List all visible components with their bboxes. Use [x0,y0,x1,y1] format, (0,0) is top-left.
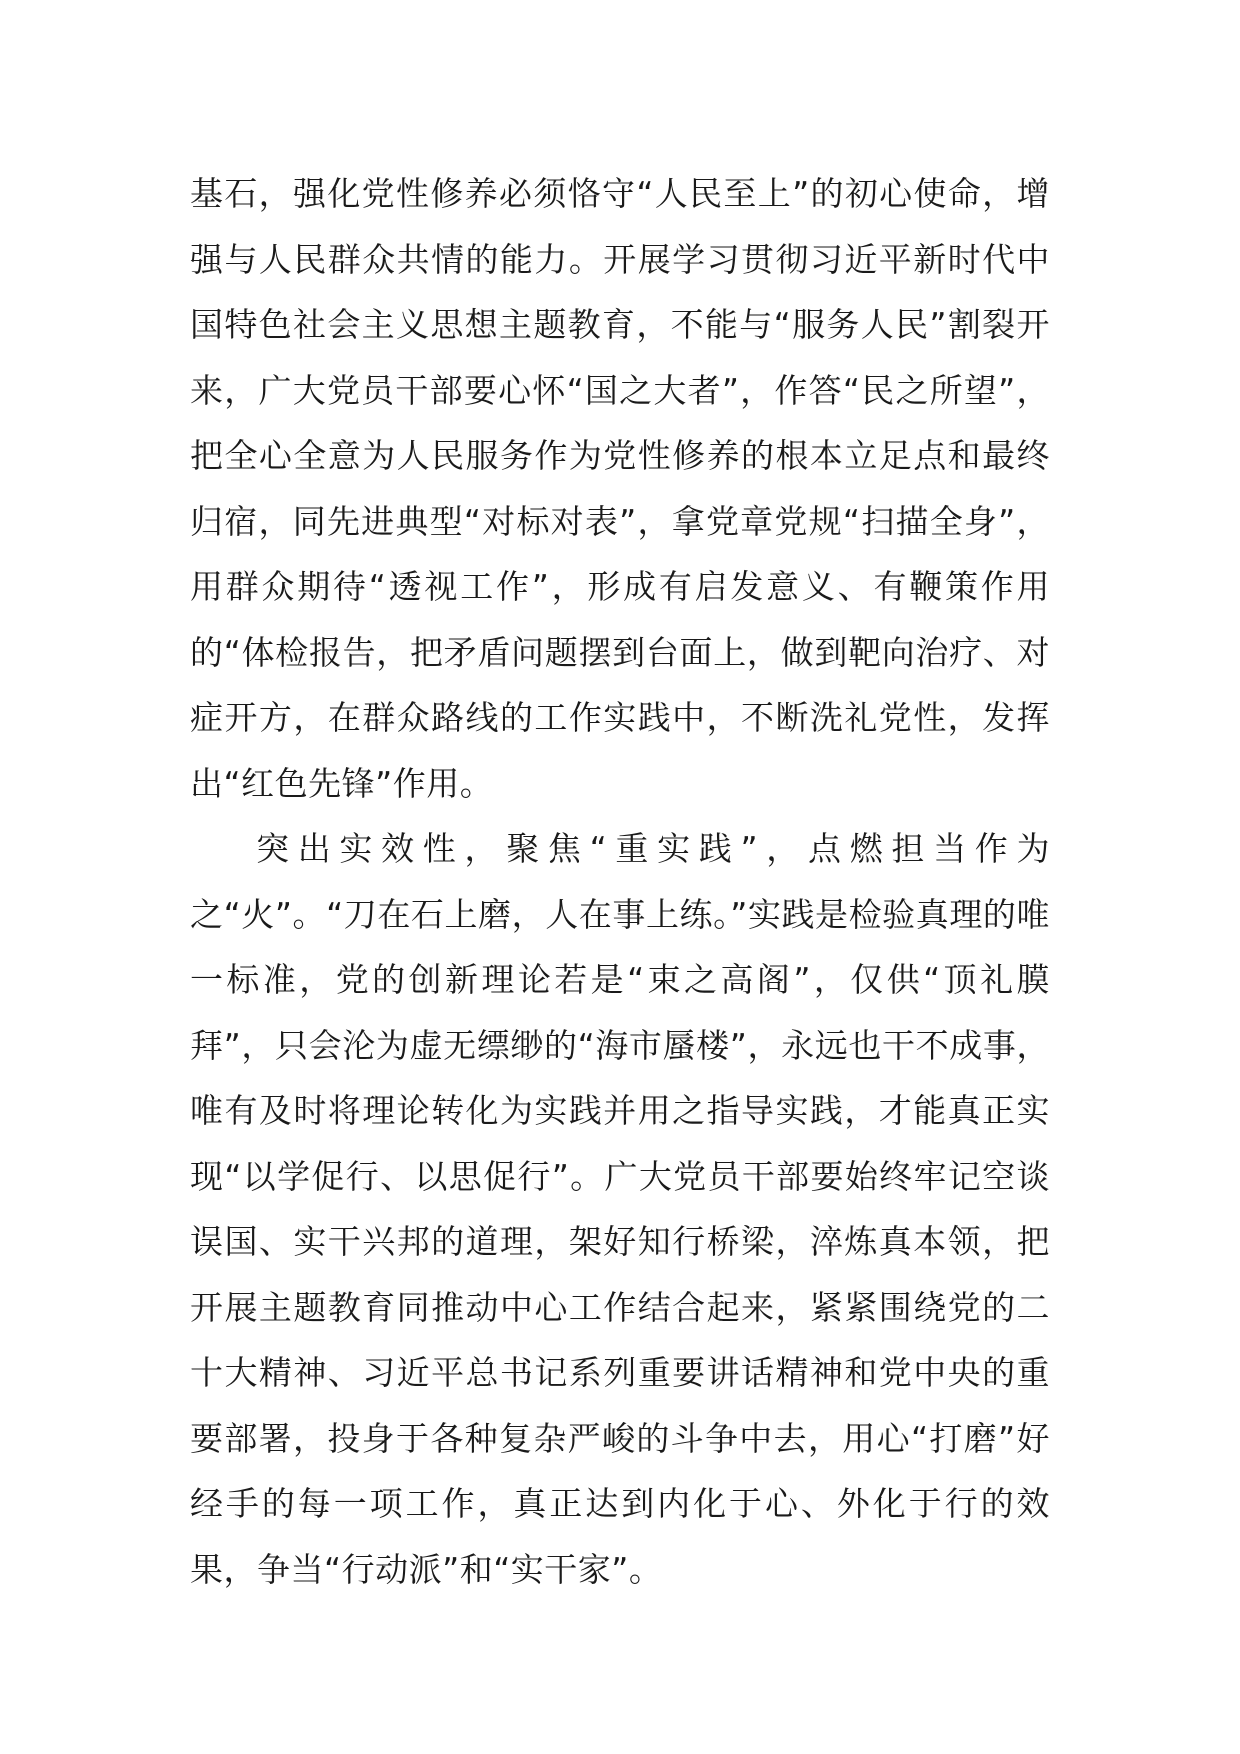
paragraph: 突出实效性，聚焦“重实践”，点燃担当作为之“火”。“刀在石上磨，人在事上练。”实践是检验真理的唯一标准，党的创新理论若是“束之高阁”，仅供“顶礼膜拜”，只会沦为虚无缥缈的“海市蜃楼”，永远也干不成事，唯有及时将理论转化为实践并用之指导实践，才能真正实现“以学促行、以思促行”。广大党员干部要始终牢记空谈误国、实干兴邦的道理，架好知行桥梁，淬炼真本领，把开展主题教育同推动中心工作结合起来，紧紧围绕党的二十大精神、习近平总书记系列重要讲话精神和党中央的重要部署，投身于各种复杂严峻的斗争中去，用心“打磨”好经手的每一项工作，真正达到内化于心、外化于行的效果，争当“行动派”和“实干家”。 [190,829,1050,1589]
paragraph-continued: 基石，强化党性修养必须恪守“人民至上”的初心使命，增强与人民群众共情的能力。开展学习贯彻习近平新时代中国特色社会主义思想主题教育，不能与“服务人民”割裂开来，广大党员干部要心怀“国之大者”，作答“民之所望”，把全心全意为人民服务作为党性修养的根本立足点和最终归宿，同先进典型“对标对表”，拿党章党规“扫描全身”，用群众期待“透视工作”，形成有启发意义、有鞭策作用的“体检报告，把矛盾问题摆到台面上，做到靶向治疗、对症开方，在群众路线的工作实践中，不断洗礼党性，发挥出“红色先锋”作用。 [190,174,1050,803]
document-body [190,161,1050,1602]
